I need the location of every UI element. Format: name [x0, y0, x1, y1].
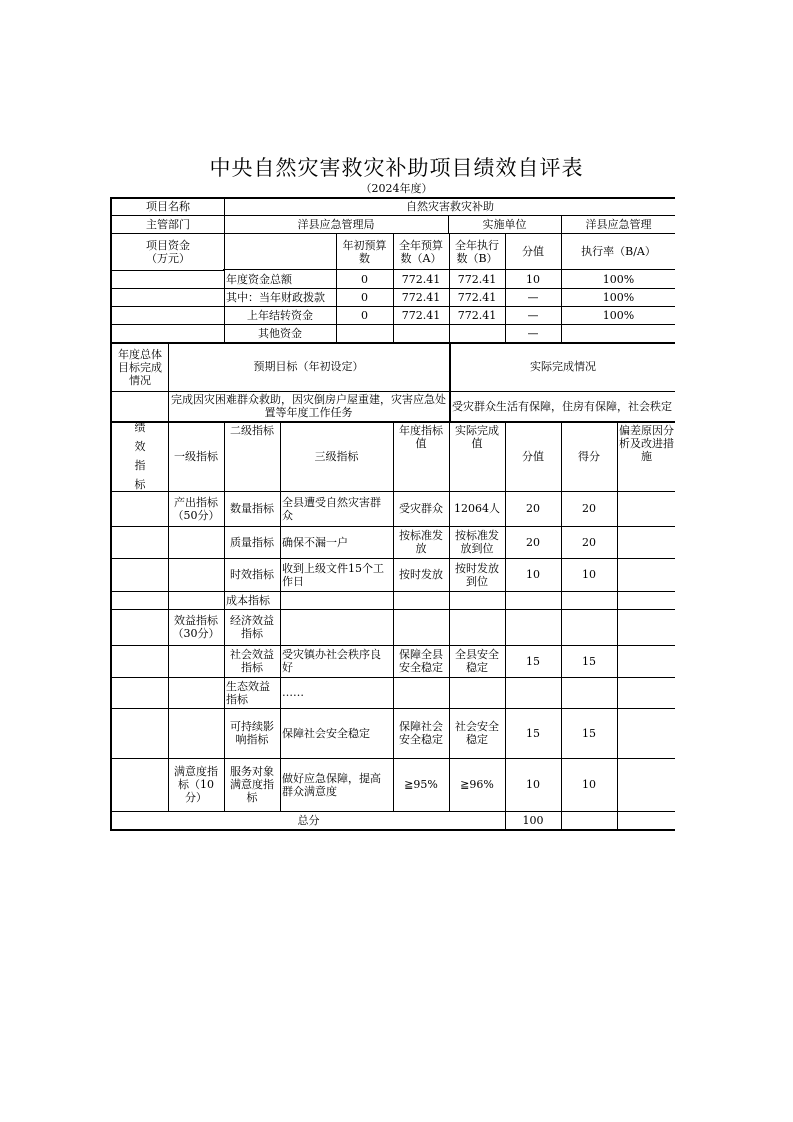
col-level1: 一级指标 [174, 449, 218, 463]
indicator-level2: 服务对象满意度指标 [230, 765, 274, 804]
col-actual: 实际完成值 [455, 424, 499, 450]
impl-label: 实施单位 [482, 217, 527, 231]
indicator-actual [449, 609, 505, 645]
col-level3: 三级指标 [314, 449, 359, 463]
table-border [110, 270, 224, 271]
funds-row-rate: 100% [602, 272, 635, 286]
group-output-label: 产出指标（50分） [172, 495, 220, 522]
indicator-target: 保障社会安全稳定 [399, 720, 443, 746]
funds-row-score: 10 [526, 272, 540, 286]
indicator-target: 按时发放 [399, 568, 443, 581]
funds-row-exec: 772.41 [457, 308, 497, 322]
indicator-level2: 生态效益指标 [226, 679, 270, 706]
indicator-score: 10 [526, 778, 540, 791]
indicator-target: ≧95% [404, 778, 438, 791]
col-perf-score: 分值 [522, 449, 544, 463]
project-name-label: 项目名称 [146, 199, 190, 213]
actual-goal-text: 受灾群众生活有保障，住房有保障，社会秩定 [452, 399, 672, 413]
col-full-exec: 全年执行数（B） [455, 238, 499, 265]
indicator-level2: 数量指标 [230, 502, 274, 515]
funds-row-label: 其中：当年财政拨款 [226, 290, 325, 304]
indicator-target [393, 591, 449, 609]
indicator-got: 10 [582, 778, 596, 791]
indicator-score: 15 [526, 654, 540, 668]
funds-row-budget: 772.41 [401, 272, 441, 286]
indicator-level3: 受灾镇办社会秩序良好 [282, 648, 381, 674]
indicator-target [393, 677, 449, 708]
funds-row-initial: 0 [361, 308, 368, 322]
col-deviation-reason: 偏差原因分析及改进措施 [619, 424, 674, 463]
indicator-target: 受灾群众 [399, 502, 443, 515]
indicator-got: 20 [582, 535, 596, 549]
indicator-level2: 可持续影响指标 [230, 720, 274, 746]
project-name-value: 自然灾害救灾补助 [406, 199, 494, 213]
funds-row-budget: 772.41 [401, 308, 441, 322]
indicator-target: 保障全县安全稳定 [399, 648, 443, 674]
total-score: 100 [522, 813, 544, 827]
indicator-level3: 全县遭受自然灾害群众 [282, 495, 381, 522]
indicator-actual: 按标准发放到位 [455, 529, 499, 555]
indicator-level3: 保障社会安全稳定 [282, 726, 370, 740]
perf-label: 绩效指标 [134, 421, 146, 491]
indicator-target [393, 609, 449, 645]
funds-row-exec [449, 324, 505, 342]
expected-goal-label: 预期目标（年初设定） [253, 360, 364, 373]
funds-row-budget [393, 324, 449, 342]
indicator-score: 10 [526, 568, 540, 581]
indicator-actual [449, 591, 505, 609]
indicator-level2: 质量指标 [230, 535, 274, 549]
funds-row-exec: 772.41 [457, 290, 497, 304]
indicator-got: 15 [582, 654, 596, 668]
group-satisfaction-label: 满意度指标（10分） [174, 765, 218, 804]
dept-value: 洋县应急管理局 [297, 217, 375, 231]
table-border [110, 197, 112, 831]
impl-value: 洋县应急管理 [585, 217, 652, 231]
funds-row-rate [561, 324, 675, 342]
funds-row-label: 上年结转资金 [247, 308, 313, 322]
indicator-actual: 12064人 [454, 502, 500, 515]
indicator-got: 15 [582, 726, 596, 740]
funds-row-initial [336, 324, 393, 342]
indicator-score: 20 [526, 502, 540, 515]
col-level2: 二级指标 [230, 424, 274, 437]
group-benefit-label: 效益指标（30分） [172, 614, 220, 640]
funds-row-rate: 100% [602, 308, 635, 322]
indicator-score [505, 677, 561, 708]
indicator-level2: 时效指标 [230, 568, 274, 581]
indicator-score [505, 591, 561, 609]
funds-row-score: — [527, 290, 539, 304]
funds-label: 项目资金（万元） [146, 238, 190, 265]
col-exec-rate: 执行率（B/A） [581, 245, 656, 258]
col-got-score: 得分 [578, 449, 600, 463]
col-funds-score: 分值 [522, 245, 544, 258]
indicator-level3: 确保不漏一户 [282, 535, 348, 549]
col-target: 年度指标值 [399, 424, 443, 450]
indicator-actual: ≧96% [460, 778, 494, 791]
page-title: 中央自然灾害救灾补助项目绩效自评表 [209, 156, 584, 180]
funds-row-score: — [527, 308, 539, 322]
table-border [110, 829, 675, 831]
funds-row-budget: 772.41 [401, 290, 441, 304]
indicator-level3 [280, 591, 393, 609]
indicator-actual [449, 677, 505, 708]
indicator-got [561, 609, 617, 645]
actual-goal-label: 实际完成情况 [530, 360, 596, 373]
indicator-level3: 收到上级文件15个工作日 [282, 561, 384, 588]
dept-label: 主管部门 [146, 217, 190, 231]
funds-row-label: 年度资金总额 [226, 272, 292, 286]
expected-goal-text: 完成因灾困难群众救助，因灾倒房户屋重建，灾害应急处置等年度工作任务 [171, 393, 446, 419]
indicator-actual: 社会安全稳定 [455, 720, 499, 746]
goals-label: 年度总体目标完成情况 [118, 348, 162, 387]
indicator-level2: 成本指标 [226, 593, 270, 607]
funds-row-rate: 100% [602, 290, 635, 304]
indicator-got [561, 677, 617, 708]
funds-row-label: 其他资金 [258, 326, 302, 340]
indicator-level3: 做好应急保障，提高群众满意度 [282, 771, 381, 798]
indicator-score [505, 609, 561, 645]
funds-row-initial: 0 [361, 272, 368, 286]
indicator-target: 按标准发放 [399, 529, 443, 555]
total-label: 总分 [297, 813, 320, 827]
indicator-actual: 全县安全稳定 [455, 648, 499, 674]
indicator-score: 15 [526, 726, 540, 740]
funds-row-exec: 772.41 [457, 272, 497, 286]
indicator-score: 20 [526, 535, 540, 549]
funds-row-initial: 0 [361, 290, 368, 304]
indicator-level3: …… [282, 686, 304, 699]
indicator-got: 10 [582, 568, 596, 581]
indicator-level2: 社会效益指标 [230, 648, 274, 674]
evaluation-table [110, 195, 675, 831]
indicator-level3 [280, 609, 393, 645]
indicator-got: 20 [582, 502, 596, 515]
col-full-budget: 全年预算数（A） [399, 238, 443, 265]
indicator-got [561, 591, 617, 609]
col-initial-budget: 年初预算数 [342, 238, 387, 265]
funds-row-score: — [527, 326, 539, 340]
indicator-level2: 经济效益指标 [230, 614, 274, 640]
page-subtitle: （2024年度） [360, 182, 433, 195]
indicator-actual: 按时发放到位 [455, 561, 499, 588]
